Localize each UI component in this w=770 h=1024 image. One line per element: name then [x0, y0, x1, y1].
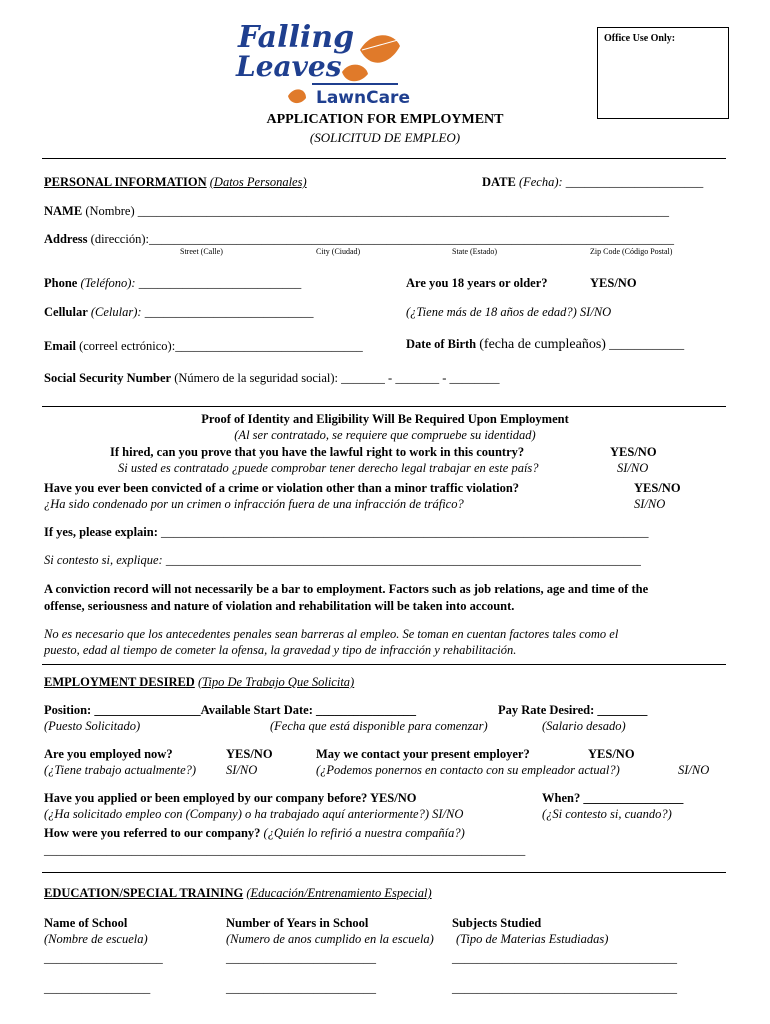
years-line-1[interactable]: ________________________ — [226, 951, 376, 965]
school-name-line-1[interactable]: ___________________ — [44, 951, 163, 965]
contact-question-es: (¿Podemos ponernos en contacto con su empleador actual?) — [316, 763, 620, 777]
date-field[interactable]: DATE (Fecha): ______________________ — [482, 175, 704, 189]
logo-line3: LawnCare — [316, 88, 410, 108]
state-caption: State (Estado) — [452, 247, 498, 256]
employed-sino[interactable]: SI/NO — [226, 763, 258, 777]
company-logo — [232, 22, 412, 114]
years-header: Number of Years in School — [226, 916, 369, 930]
ssn-field[interactable]: Social Security Number (Número de la seguridad social): _______ - _______ - ________ — [44, 371, 500, 385]
conviction-sino[interactable]: SI/NO — [634, 497, 666, 511]
lawful-sino[interactable]: SI/NO — [617, 461, 649, 475]
employed-question-es: (¿Tiene trabajo actualmente?) — [44, 763, 197, 777]
contact-yesno[interactable]: YES/NO — [588, 747, 635, 761]
proof-heading: Proof of Identity and Eligibility Will Be Required Upon Employment — [201, 412, 569, 426]
age-question: Are you 18 years or older? — [406, 276, 548, 290]
years-header-es: (Numero de anos cumplido en la escuela) — [226, 932, 434, 946]
explain-field-es[interactable]: Si contesto si, explique: ____________________________________________________________________________ — [44, 553, 641, 567]
applied-question[interactable]: Have you applied or been employed by our company before? YES/NO — [44, 791, 417, 805]
subjects-header-es: (Tipo de Materias Estudiadas) — [456, 932, 609, 946]
pay-es: (Salario desado) — [542, 719, 626, 733]
dob-field[interactable]: Date of Birth (fecha de cumpleaños) ____________ — [406, 337, 685, 352]
leaf-tiny-icon — [288, 89, 306, 103]
address-field[interactable]: Address (dirección):____________________________________________________________________________________ — [44, 232, 674, 246]
lawful-question-es: Si usted es contratado ¿puede comprobar tener derecho legal trabajar en este país? — [118, 461, 539, 475]
pay-rate-field[interactable]: Pay Rate Desired: ________ — [498, 703, 648, 717]
subjects-header: Subjects Studied — [452, 916, 542, 930]
conviction-note-2: offense, seriousness and nature of violation and rehabilitation will be taken into account. — [44, 599, 515, 613]
referred-question: How were you referred to our company? (¿Quién lo refirió a nuestra compañía?) — [44, 826, 465, 840]
applied-question-es: (¿Ha solicitado empleo con (Company) o ha trabajado aquí anteriormente?) SI/NO — [44, 807, 464, 821]
years-line-2[interactable]: ________________________ — [226, 981, 376, 995]
school-name-header: Name of School — [44, 916, 128, 930]
conviction-note-es: No es necesario que los antecedentes penales sean barreras al empleo. Se toman en cuentan factores tales como el — [44, 627, 619, 641]
age-question-es: (¿Tiene más de 18 años de edad?) SI/NO — [406, 305, 612, 319]
contact-question: May we contact your present employer? — [316, 747, 530, 761]
page-subtitle: (SOLICITUD DE EMPLEO) — [309, 130, 461, 145]
street-caption: Street (Calle) — [180, 247, 223, 256]
logo-line1: Falling — [238, 20, 355, 55]
explain-field[interactable]: If yes, please explain: ______________________________________________________________________________ — [44, 525, 649, 539]
when-field[interactable]: When? ________________ — [542, 791, 684, 805]
proof-heading-es: (Al ser contratado, se requiere que compruebe su identidad) — [234, 428, 536, 442]
conviction-note-es-2: puesto, edad al tiempo de cometer la ofensa, la gravedad y tipo de infracción y rehabilitación. — [44, 643, 517, 657]
email-field[interactable]: Email (correel ectrónico):______________________________ — [44, 339, 363, 353]
name-field[interactable]: NAME (Nombre) _____________________________________________________________________________________ — [44, 204, 669, 218]
conviction-note: A conviction record will not necessarily be a bar to employment. Factors such as job relations, age and time of the — [44, 582, 649, 596]
subjects-line-1[interactable]: ____________________________________ — [452, 951, 677, 965]
phone-field[interactable]: Phone (Teléfono): __________________________ — [44, 276, 302, 290]
city-caption: City (Ciudad) — [316, 247, 361, 256]
conviction-question-es: ¿Ha sido condenado por un crimen o infracción fuera de una infracción de tráfico? — [44, 497, 464, 511]
employed-question: Are you employed now? — [44, 747, 173, 761]
personal-heading: PERSONAL INFORMATION (Datos Personales) — [44, 175, 307, 189]
position-es: (Puesto Solicitado) — [44, 719, 141, 733]
position-field[interactable]: Position: _________________Available Start Date: ________________ — [44, 703, 416, 717]
available-es: (Fecha que está disponible para comenzar) — [270, 719, 488, 733]
lawful-yesno[interactable]: YES/NO — [610, 445, 657, 459]
school-name-line-2[interactable]: _________________ — [44, 981, 151, 995]
divider — [42, 158, 726, 159]
divider — [42, 406, 726, 407]
conviction-question: Have you ever been convicted of a crime or violation other than a minor traffic violation? — [44, 481, 520, 495]
zip-caption: Zip Code (Código Postal) — [590, 247, 673, 256]
divider — [42, 872, 726, 873]
employment-heading: EMPLOYMENT DESIRED (Tipo De Trabajo Que Solicita) — [44, 675, 355, 689]
logo-line2: Leaves — [236, 50, 342, 83]
leaf-small-icon — [342, 65, 368, 82]
divider — [42, 664, 726, 665]
when-es: (¿Si contesto si, cuando?) — [542, 807, 672, 821]
page-title: APPLICATION FOR EMPLOYMENT — [266, 112, 504, 127]
school-name-header-es: (Nombre de escuela) — [44, 932, 148, 946]
education-heading: EDUCATION/SPECIAL TRAINING (Educación/Entrenamiento Especial) — [44, 886, 432, 900]
cellular-field[interactable]: Cellular (Celular): ___________________________ — [44, 305, 314, 319]
office-use-box — [597, 27, 729, 119]
lawful-question: If hired, can you prove that you have the lawful right to work in this country? — [110, 445, 525, 459]
referred-line[interactable]: _____________________________________________________________________________ — [44, 843, 526, 857]
subjects-line-2[interactable]: ____________________________________ — [452, 981, 677, 995]
age-yesno[interactable]: YES/NO — [590, 276, 637, 290]
employed-yesno[interactable]: YES/NO — [226, 747, 273, 761]
contact-sino[interactable]: SI/NO — [678, 763, 710, 777]
conviction-yesno[interactable]: YES/NO — [634, 481, 681, 495]
office-use-label: Office Use Only: — [604, 33, 676, 44]
